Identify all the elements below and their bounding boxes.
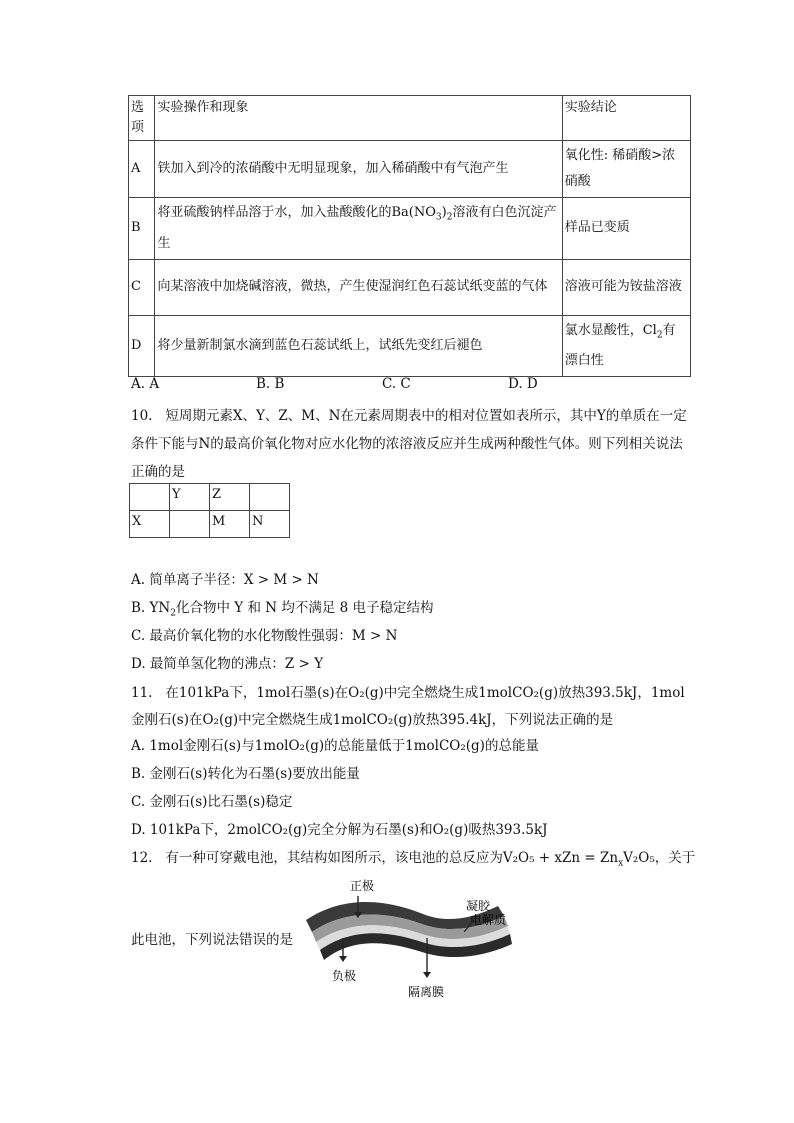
question-text: 在101kPa下，1mol石墨(s)在O₂(g)中完全燃烧生成1molCO₂(g)放热393.5kJ，1mol 金刚石(s)在O₂(g)中完全燃烧生成1molCO₂(g)放热395.4kJ，下列说法正确的是	[131, 685, 685, 728]
choice-a[interactable]: A. A	[131, 376, 160, 392]
grid-cell: Y	[170, 484, 210, 511]
q11-stem	[131, 680, 693, 734]
grid-cell	[250, 484, 290, 511]
grid-cell: Z	[210, 484, 250, 511]
question-number: 11.	[131, 685, 153, 701]
conclusion-text: 氯水显酸性，Cl	[564, 322, 657, 338]
q12-stem-end: 此电池，下列说法错误的是	[131, 932, 293, 948]
grid-row	[130, 484, 290, 511]
operation-text: 溶液有白色沉淀产生	[157, 205, 557, 251]
question-text: 短周期元素X、Y、Z、M、N在元素周期表中的相对位置如表所示，其中Y的单质在一定条件下能与N的最高价氧化物对应水化物的浓溶液反应并生成两种酸性气体。则下列相关说法正确的是	[131, 408, 687, 480]
grid-cell	[130, 484, 170, 511]
subscript: 2	[656, 330, 663, 341]
label-positive: 正极	[350, 879, 375, 893]
question-text: 有一种可穿戴电池，其结构如图所示，该电池的总反应为V₂O₅ + xZn = Zn	[165, 850, 619, 866]
choice-b[interactable]: B. B	[256, 376, 285, 392]
label-negative: 负极	[332, 969, 357, 983]
periodic-grid	[129, 483, 290, 538]
question-number: 12.	[131, 850, 153, 866]
q9-choices	[131, 374, 691, 394]
subscript: 3	[435, 212, 442, 223]
experiment-table	[128, 95, 691, 377]
label-gel: 凝胶	[466, 899, 491, 913]
row-option: C	[129, 259, 155, 315]
q10-choice-a[interactable]: A. 简单离子半径：X > M > N	[131, 572, 319, 588]
row-conclusion	[562, 315, 690, 377]
row-conclusion: 样品已变质	[562, 198, 690, 260]
q11-choice-c[interactable]: C. 金刚石(s)比石墨(s)稳定	[131, 794, 293, 810]
choice-c[interactable]: C. C	[382, 376, 411, 392]
row-conclusion: 溶液可能为铵盐溶液	[562, 259, 690, 315]
choice-text: B. YN	[131, 600, 171, 616]
row-operation: 铁加入到冷的浓硝酸中无明显现象，加入稀硝酸中有气泡产生	[155, 141, 562, 198]
choice-text: 化合物中 Y 和 N 均不满足 8 电子稳定结构	[175, 600, 434, 616]
q11-choice-b[interactable]: B. 金刚石(s)转化为石墨(s)要放出能量	[131, 766, 360, 782]
label-separator: 隔离膜	[408, 985, 445, 999]
grid-cell: X	[130, 511, 170, 538]
header-operation: 实验操作和现象	[155, 96, 562, 141]
grid-cell: M	[210, 511, 250, 538]
question-text: V₂O₅，关于	[623, 850, 696, 866]
table-row	[129, 259, 691, 315]
label-electrolyte: 电解质	[470, 913, 507, 927]
table-header-row	[129, 96, 691, 141]
q10-stem	[131, 402, 693, 486]
grid-row	[130, 511, 290, 538]
choice-d[interactable]: D. D	[508, 376, 538, 392]
arrow-head	[339, 956, 347, 962]
q11-choice-a[interactable]: A. 1mol金刚石(s)与1molO₂(g)的总能量低于1molCO₂(g)的总能量	[131, 738, 539, 754]
q10-choice-b[interactable]	[131, 598, 434, 624]
header-conclusion: 实验结论	[562, 96, 690, 141]
subscript: 2	[170, 608, 176, 619]
row-conclusion: 氧化性: 稀硝酸>浓硝酸	[562, 141, 690, 198]
table-row	[129, 315, 691, 377]
table-row	[129, 141, 691, 198]
row-option: D	[129, 315, 155, 377]
operation-text: )	[441, 205, 447, 220]
subscript: 2	[446, 212, 453, 223]
row-option: A	[129, 141, 155, 198]
subscript: x	[618, 858, 624, 869]
grid-cell: N	[250, 511, 290, 538]
row-option: B	[129, 198, 155, 260]
header-option: 选项	[129, 96, 155, 141]
row-operation: 向某溶液中加烧碱溶液，微热，产生使湿润红色石蕊试纸变蓝的气体	[155, 259, 562, 315]
battery-figure	[298, 872, 518, 1000]
conclusion-text: 有漂白性	[564, 322, 676, 369]
row-operation	[155, 198, 562, 260]
q11-choice-d[interactable]: D. 101kPa下，2molCO₂(g)完全分解为石墨(s)和O₂(g)吸热393.5kJ	[131, 822, 548, 838]
grid-cell	[170, 511, 210, 538]
table-row	[129, 198, 691, 260]
row-operation: 将少量新制氯水滴到蓝色石蕊试纸上，试纸先变红后褪色	[155, 315, 562, 377]
q10-choice-d[interactable]: D. 最简单氢化物的沸点：Z > Y	[131, 656, 324, 672]
arrow-head	[423, 972, 431, 978]
question-number: 10.	[131, 408, 153, 424]
operation-text: 将亚硫酸钠样品溶于水，加入盐酸酸化的Ba(NO	[157, 205, 436, 220]
q10-choice-c[interactable]: C. 最高价氧化物的水化物酸性强弱：M > N	[131, 628, 398, 644]
q12-stem	[131, 848, 695, 874]
